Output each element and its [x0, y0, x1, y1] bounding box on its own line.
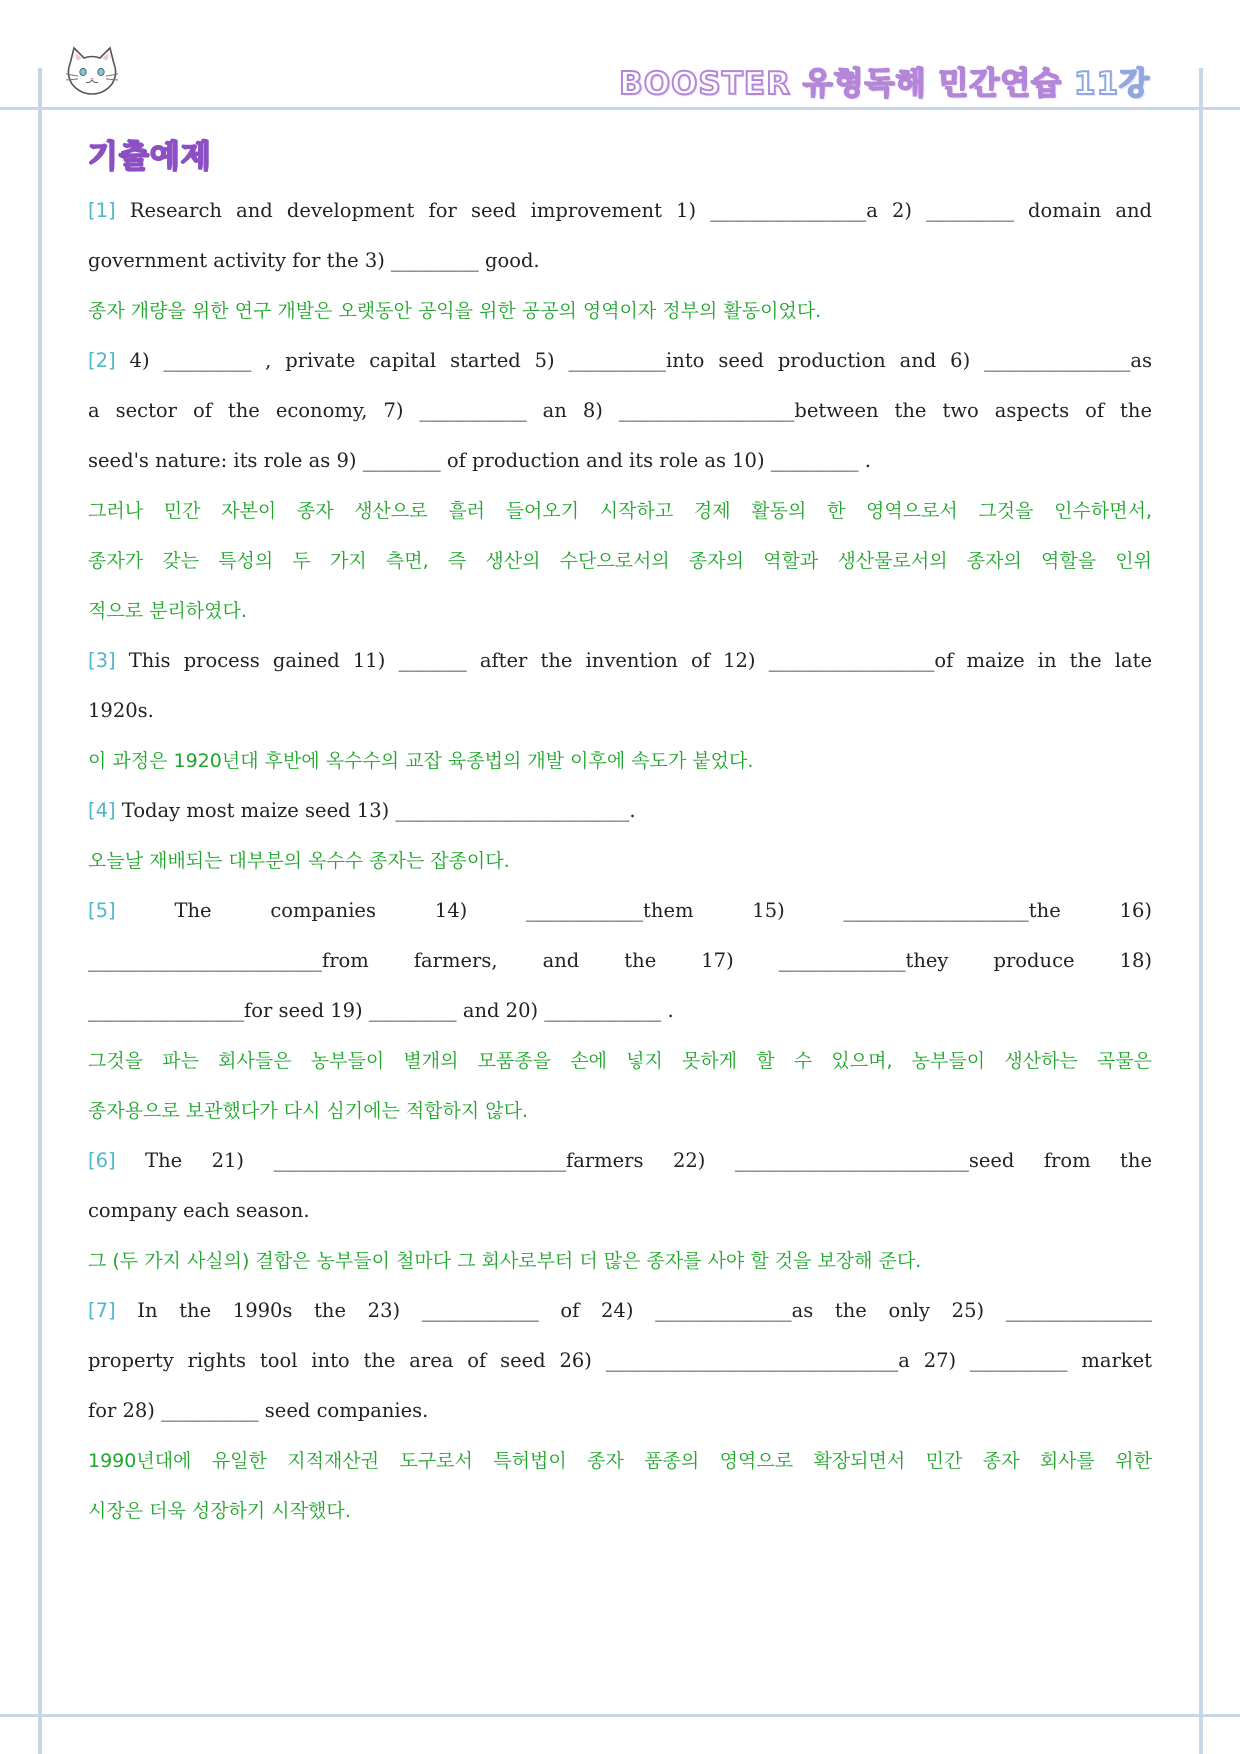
korean-translation-line: 그러나 민간 자본이 종자 생산으로 흘러 들어오기 시작하고 경제 활동의 한 영역으로서 그것을 인수하면서, — [88, 500, 1152, 522]
korean-translation-line: 오늘날 재배되는 대부분의 옥수수 종자는 잡종이다. — [88, 850, 510, 872]
korean-translation-line: 그것을 파는 회사들은 농부들이 별개의 모품종을 손에 넣지 못하게 할 수 있으며, 농부들이 생산하는 곡물은 — [88, 1050, 1152, 1072]
right-border-line — [1199, 68, 1203, 1754]
korean-translation-line: 그 (두 가지 사실의) 결합은 농부들이 철마다 그 회사로부터 더 많은 종자를 사야 할 것을 보장해 준다. — [88, 1250, 922, 1272]
english-exercise-line: company each season. — [88, 1199, 310, 1222]
exercise-content — [88, 186, 1152, 1536]
korean-translation-line: 종자용으로 보관했다가 다시 심기에는 적합하지 않다. — [88, 1100, 529, 1122]
english-exercise-line: ________________________from farmers, and the 17) _____________they produce 18) — [88, 949, 1152, 972]
korean-translation-line: 종자가 갖는 특성의 두 가지 측면, 즉 생산의 수단으로서의 종자의 역할과 생산물로서의 종자의 역할을 인위 — [88, 550, 1152, 572]
question-number-marker: [4] — [88, 799, 116, 822]
question-number-marker: [6] — [88, 1149, 116, 1172]
english-exercise-line: seed's nature: its role as 9) ________ of production and its role as 10) _________ . — [88, 449, 871, 472]
korean-translation-line: 종자 개량을 위한 연구 개발은 오랫동안 공익을 위한 공공의 영역이자 정부의 활동이었다. — [88, 300, 822, 322]
english-exercise-line: [7] In the 1990s the 23) ____________ of 24) ______________as the only 25) _______________ — [88, 1299, 1152, 1322]
top-border-line — [0, 107, 1240, 110]
question-number-marker: [1] — [88, 199, 116, 222]
header-title — [619, 58, 1150, 103]
english-exercise-line: [2] 4) _________ , private capital started 5) __________into seed production and 6) _______________as — [88, 349, 1152, 372]
question-number-marker: [2] — [88, 349, 116, 372]
english-exercise-line: [6] The 21) ______________________________farmers 22) ________________________seed from the — [88, 1149, 1152, 1172]
header-title-number: 11강 — [1073, 66, 1150, 102]
header-title-text: BOOSTER 유형독해 민간연습 — [619, 66, 1074, 102]
english-exercise-line: government activity for the 3) _________ good. — [88, 249, 540, 272]
cat-face-icon — [62, 44, 122, 100]
left-border-line — [38, 68, 42, 1754]
english-exercise-line: [4] Today most maize seed 13) ________________________. — [88, 799, 636, 822]
english-exercise-line: ________________for seed 19) _________ and 20) ____________ . — [88, 999, 674, 1022]
english-exercise-line: [5] The companies 14) ____________them 15) ___________________the 16) — [88, 899, 1152, 922]
english-exercise-line: [1] Research and development for seed improvement 1) ________________a 2) _________ domain and — [88, 199, 1152, 222]
english-exercise-line: 1920s. — [88, 699, 154, 722]
korean-translation-line: 이 과정은 1920년대 후반에 옥수수의 교잡 육종법의 개발 이후에 속도가 붙었다. — [88, 750, 754, 772]
question-number-marker: [7] — [88, 1299, 116, 1322]
section-title: 기출예제 — [88, 139, 212, 175]
korean-translation-line: 시장은 더욱 성장하기 시작했다. — [88, 1500, 351, 1522]
question-number-marker: [5] — [88, 899, 116, 922]
english-exercise-line: property rights tool into the area of seed 26) ______________________________a 27) __________ market — [88, 1349, 1152, 1372]
english-exercise-line: for 28) __________ seed companies. — [88, 1399, 429, 1422]
english-exercise-line: a sector of the economy, 7) ___________ an 8) __________________between the two aspects of the — [88, 399, 1152, 422]
bottom-border-line — [0, 1714, 1240, 1717]
english-exercise-line: [3] This process gained 11) _______ after the invention of 12) _________________of maize in the late — [88, 649, 1152, 672]
question-number-marker: [3] — [88, 649, 116, 672]
korean-translation-line: 적으로 분리하였다. — [88, 600, 247, 622]
korean-translation-line: 1990년대에 유일한 지적재산권 도구로서 특허법이 종자 품종의 영역으로 확장되면서 민간 종자 회사를 위한 — [88, 1450, 1152, 1472]
